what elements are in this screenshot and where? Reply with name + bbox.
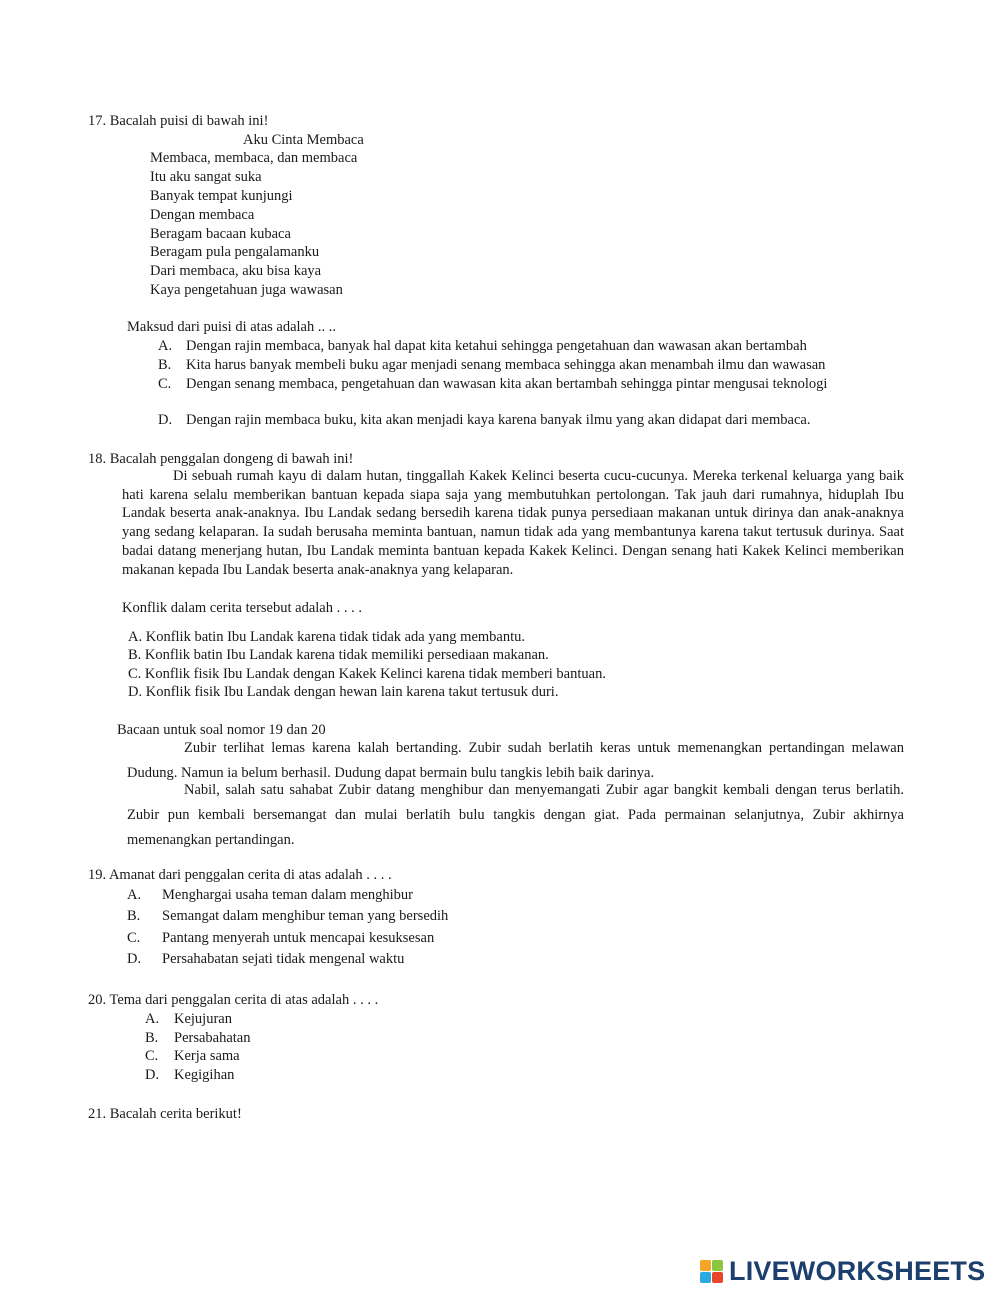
option-text: Pantang menyerah untuk mencapai kesuksesan	[162, 930, 435, 946]
option-text: Menghargai usaha teman dalam menghibur	[162, 887, 413, 903]
option-letter: C.	[145, 1048, 159, 1064]
poem-line: Dari membaca, aku bisa kaya	[150, 263, 322, 279]
logo-blocks-icon	[700, 1260, 723, 1283]
option: A. Konflik batin Ibu Landak karena tidak tidak ada yang membantu.	[128, 629, 526, 645]
q17-heading: 17. Bacalah puisi di bawah ini!	[88, 113, 269, 129]
poem-line: Dengan membaca	[150, 207, 255, 223]
reading-heading: Bacaan untuk soal nomor 19 dan 20	[117, 722, 326, 738]
option: B. Konflik batin Ibu Landak karena tidak memiliki persediaan makanan.	[128, 647, 549, 663]
logo-block	[712, 1272, 723, 1283]
poem-line: Beragam pula pengalamanku	[150, 244, 320, 260]
poem-line: Banyak tempat kunjungi	[150, 188, 293, 204]
logo-block	[712, 1260, 723, 1271]
option-letter: A.	[127, 887, 142, 903]
q19-heading: 19. Amanat dari penggalan cerita di atas adalah . . . .	[88, 867, 392, 883]
q18-heading: 18. Bacalah penggalan dongeng di bawah ini!	[88, 451, 354, 467]
poem-line: Membaca, membaca, dan membaca	[150, 150, 358, 166]
option-letter: B.	[145, 1030, 159, 1046]
option-text: Kejujuran	[174, 1011, 232, 1027]
reading-paragraph: Nabil, salah satu sahabat Zubir datang menghibur dan menyemangati Zubir agar bangkit kembali dengan terus berlatih. Zubir pun kembali bersemangat dan mulai berlatih bulu tangkis dengan giat. Pada permainan selanjutnya, Zubir akhirnya memenangkan pertandingan.	[127, 782, 904, 848]
option-letter: D.	[158, 412, 173, 428]
option: C. Konflik fisik Ibu Landak dengan Kakek Kelinci karena tidak memberi bantuan.	[128, 666, 606, 682]
option-letter: B.	[127, 908, 141, 924]
poem-title: Aku Cinta Membaca	[243, 132, 364, 148]
poem-line: Itu aku sangat suka	[150, 169, 262, 185]
option-text: Dengan rajin membaca buku, kita akan menjadi kaya karena banyak ilmu yang akan didapat dari membaca.	[186, 412, 811, 428]
q18-story: Di sebuah rumah kayu di dalam hutan, tinggallah Kakek Kelinci beserta cucu-cucunya. Mereka terkenal keluarga yang baik hati karena selalu memberikan bantuan kepada siapa saja yang membutuhkan pertolongan. Tak jauh dari rumahnya, hiduplah Ibu Landak beserta anak-anaknya. Ibu Landak sedang bersedih karena tidak punya persediaan makanan untuk dirinya dan anak-anaknya yang sedang kelaparan. Ia sudah berusaha meminta bantuan, namun tidak ada yang membantunya karena takut tertusuk durinya. Saat badai datang menerjang hutan, Ibu Landak meminta bantuan kepada Kakek Kelinci. Dengan senang hati Kakek Kelinci memberikan makanan kepada Ibu Landak beserta anak-anaknya yang kelaparan.	[122, 468, 904, 578]
option-letter: D.	[145, 1067, 160, 1083]
q21-heading: 21. Bacalah cerita berikut!	[88, 1106, 242, 1122]
logo-text: LIVEWORKSHEETS	[729, 1255, 986, 1286]
liveworksheets-logo	[700, 1256, 995, 1286]
option-letter: C.	[127, 930, 141, 946]
option-letter: A.	[158, 338, 173, 354]
poem-line: Kaya pengetahuan juga wawasan	[150, 282, 343, 298]
logo-block	[700, 1260, 711, 1271]
reading-paragraph: Zubir terlihat lemas karena kalah bertanding. Zubir sudah berlatih keras untuk memenangkan pertandingan melawan Dudung. Namun ia belum berhasil. Dudung dapat bermain bulu tangkis lebih baik darinya.	[127, 740, 904, 781]
option-letter: A.	[145, 1011, 160, 1027]
q20-heading: 20. Tema dari penggalan cerita di atas adalah . . . .	[88, 992, 379, 1008]
logo-block	[700, 1272, 711, 1283]
option-letter: B.	[158, 357, 172, 373]
option-text: Persahabatan sejati tidak mengenal waktu	[162, 951, 405, 967]
q17-question: Maksud dari puisi di atas adalah .. ..	[127, 319, 336, 335]
option-text: Dengan rajin membaca, banyak hal dapat kita ketahui sehingga pengetahuan dan wawasan akan bertambah	[186, 338, 807, 354]
option-text: Kerja sama	[174, 1048, 240, 1064]
option: D. Konflik fisik Ibu Landak dengan hewan lain karena takut tertusuk duri.	[128, 684, 559, 700]
option-letter: D.	[127, 951, 142, 967]
q18-question: Konflik dalam cerita tersebut adalah . . . .	[122, 600, 362, 616]
option-letter: C.	[158, 376, 172, 392]
option-text: Semangat dalam menghibur teman yang bersedih	[162, 908, 449, 924]
option-text: Persabahatan	[174, 1030, 251, 1046]
option-text: Dengan senang membaca, pengetahuan dan wawasan kita akan bertambah sehingga pintar mengusai teknologi	[186, 376, 828, 392]
option-text: Kegigihan	[174, 1067, 235, 1083]
option-text: Kita harus banyak membeli buku agar menjadi senang membaca sehingga akan menambah ilmu dan wawasan	[186, 357, 826, 373]
poem-line: Beragam bacaan kubaca	[150, 226, 291, 242]
